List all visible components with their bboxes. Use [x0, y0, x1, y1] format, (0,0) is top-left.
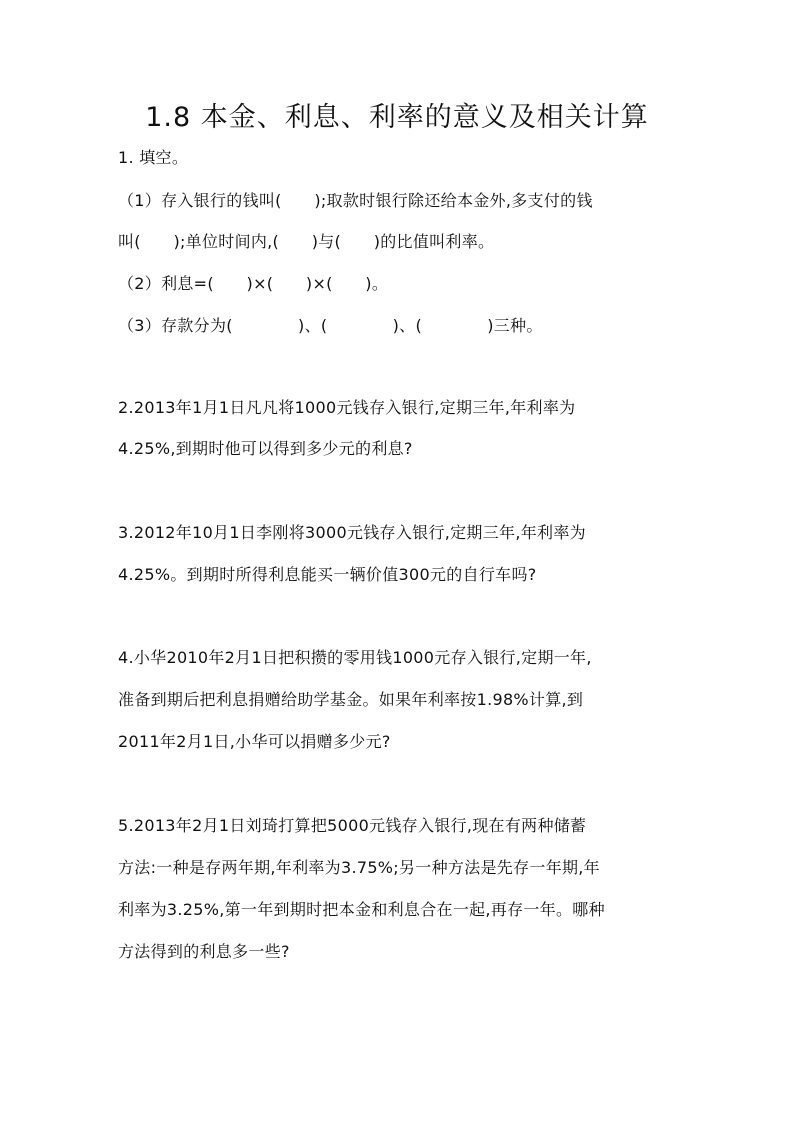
- question-5-line-3: 利率为3.25%,第一年到期时把本金和利息合在一起,再存一年。哪种: [118, 900, 605, 919]
- question-3-line-2: 4.25%。到期时所得利息能买一辆价值300元的自行车吗?: [118, 565, 537, 584]
- question-1-line-2: 叫( );单位时间内,( )与( )的比值叫利率。: [118, 232, 495, 251]
- question-1-line-4: （3）存款分为( )、( )、( )三种。: [118, 316, 543, 335]
- question-5-line-4: 方法得到的利息多一些?: [118, 942, 290, 961]
- question-5-line-2: 方法:一种是存两年期,年利率为3.75%;另一种方法是先存一年期,年: [118, 858, 600, 877]
- question-2-line-2: 4.25%,到期时他可以得到多少元的利息?: [118, 439, 413, 458]
- question-1-line-1: （1）存入银行的钱叫( );取款时银行除还给本金外,多支付的钱: [118, 191, 593, 210]
- question-1-line-3: （2）利息=( )×( )×( )。: [118, 274, 389, 293]
- question-5-line-1: 5.2013年2月1日刘琦打算把5000元钱存入银行,现在有两种储蓄: [118, 816, 587, 835]
- question-4-line-2: 准备到期后把利息捐赠给助学基金。如果年利率按1.98%计算,到: [118, 690, 584, 709]
- question-2-line-1: 2.2013年1月1日凡凡将1000元钱存入银行,定期三年,年利率为: [118, 398, 576, 417]
- question-4-line-3: 2011年2月1日,小华可以捐赠多少元?: [118, 732, 391, 751]
- question-4-line-1: 4.小华2010年2月1日把积攒的零用钱1000元存入银行,定期一年,: [118, 648, 592, 667]
- question-3-line-1: 3.2012年10月1日李刚将3000元钱存入银行,定期三年,年利率为: [118, 523, 586, 542]
- question-1-heading: 1. 填空。: [118, 148, 189, 167]
- page-title: 1.8 本金、利息、利率的意义及相关计算: [145, 102, 649, 133]
